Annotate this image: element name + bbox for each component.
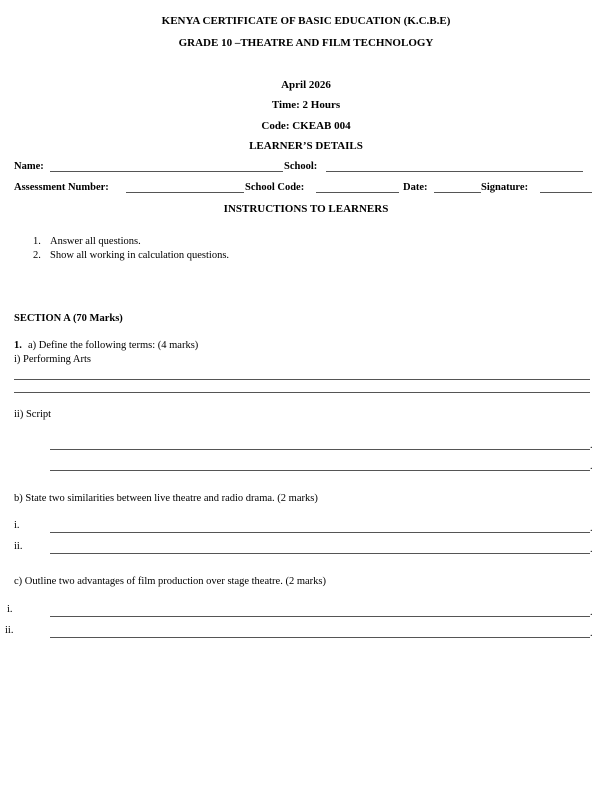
name-label: Name: (14, 161, 44, 172)
signature-field-line[interactable] (540, 192, 592, 193)
exam-duration: Time: 2 Hours (271, 99, 341, 111)
assessment-number-field-line[interactable] (126, 192, 244, 193)
instruction-text: Answer all questions. (50, 236, 141, 247)
answer-line[interactable] (50, 449, 590, 450)
answer-line[interactable] (50, 637, 590, 638)
answer-line[interactable] (50, 616, 590, 617)
instruction-number: 2. (33, 250, 41, 261)
exam-subject-title: GRADE 10 –THEATRE AND FILM TECHNOLOGY (178, 37, 434, 49)
answer-label-i: i. (7, 604, 13, 615)
line-end-dot: . (590, 628, 593, 639)
name-field-line[interactable] (50, 171, 283, 172)
question-number: 1. (14, 340, 22, 351)
line-end-dot: . (590, 523, 593, 534)
exam-code: Code: CKEAB 004 (261, 120, 351, 132)
school-label: School: (284, 161, 318, 172)
question-1b-text: b) State two similarities between live theatre and radio drama. (2 marks) (14, 493, 318, 504)
instructions-heading: INSTRUCTIONS TO LEARNERS (223, 203, 389, 215)
exam-date: April 2026 (281, 79, 331, 91)
question-1a-i-label: i) Performing Arts (14, 354, 91, 365)
line-end-dot: . (590, 607, 593, 618)
question-1a-text: a) Define the following terms: (4 marks) (28, 340, 199, 351)
instruction-text: Show all working in calculation questions. (50, 250, 230, 261)
answer-label-ii: ii. (5, 625, 14, 636)
answer-line[interactable] (14, 379, 590, 380)
section-a-title: SECTION A (70 Marks) (14, 313, 123, 324)
signature-label: Signature: (481, 182, 529, 193)
exam-board-title: KENYA CERTIFICATE OF BASIC EDUCATION (K.C.B.E) (161, 15, 451, 27)
assessment-number-label: Assessment Number: (14, 182, 109, 193)
instruction-number: 1. (33, 236, 41, 247)
answer-line[interactable] (14, 392, 590, 393)
date-field-line[interactable] (434, 192, 481, 193)
answer-line[interactable] (50, 553, 590, 554)
question-1a-ii-label: ii) Script (14, 409, 52, 420)
answer-line[interactable] (50, 470, 590, 471)
school-code-field-line[interactable] (316, 192, 399, 193)
line-end-dot: . (590, 461, 593, 472)
date-label: Date: (403, 182, 428, 193)
answer-line[interactable] (50, 532, 590, 533)
answer-label-i: i. (14, 520, 20, 531)
learner-details-heading: LEARNER’S DETAILS (249, 140, 363, 152)
school-code-label: School Code: (245, 182, 305, 193)
line-end-dot: . (590, 440, 593, 451)
line-end-dot: . (590, 544, 593, 555)
school-field-line[interactable] (326, 171, 583, 172)
answer-label-ii: ii. (14, 541, 23, 552)
question-1c-text: c) Outline two advantages of film production over stage theatre. (2 marks) (14, 576, 326, 587)
